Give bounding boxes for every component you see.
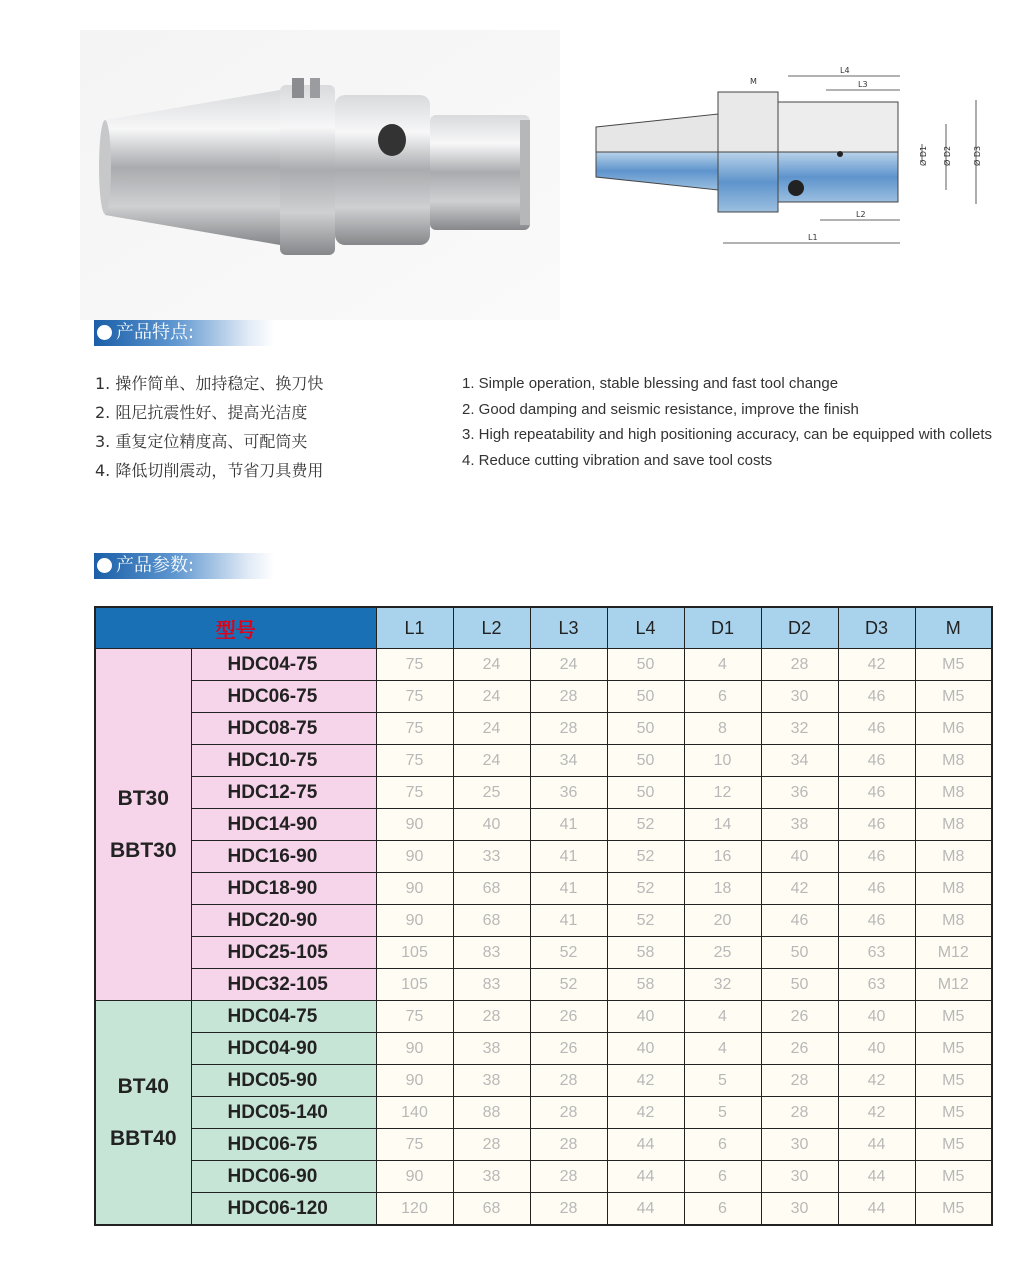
value-cell-l4: 52 [607, 873, 684, 905]
series-name-line2: BBT40 [109, 1126, 177, 1150]
value-cell-l3: 26 [530, 1001, 607, 1033]
dim-m: M [750, 77, 757, 86]
table-row [95, 1161, 992, 1193]
features-heading [94, 320, 274, 346]
model-cell: HDC04-75 [191, 649, 376, 681]
value-cell-d1: 6 [684, 1129, 761, 1161]
feature-cn-1: 1. 操作简单、加持稳定、换刀快 [95, 374, 324, 393]
value-cell-m: M8 [915, 905, 992, 937]
table-row [95, 969, 992, 1001]
value-cell-l1: 75 [376, 649, 453, 681]
dim-l4: L4 [840, 66, 850, 75]
value-cell-l3: 26 [530, 1033, 607, 1065]
table-row [95, 745, 992, 777]
model-cell: HDC05-140 [191, 1097, 376, 1129]
value-cell-l2: 25 [453, 777, 530, 809]
model-cell: HDC16-90 [191, 841, 376, 873]
header-m: M [915, 607, 992, 649]
params-heading-text: 产品参数: [116, 555, 195, 576]
value-cell-l1: 75 [376, 713, 453, 745]
value-cell-m: M5 [915, 1161, 992, 1193]
value-cell-l4: 58 [607, 937, 684, 969]
model-cell: HDC08-75 [191, 713, 376, 745]
value-cell-m: M8 [915, 809, 992, 841]
spec-table [94, 606, 993, 1226]
spec-table-body [95, 649, 992, 1226]
value-cell-m: M5 [915, 1065, 992, 1097]
value-cell-d1: 8 [684, 713, 761, 745]
value-cell-l3: 28 [530, 1193, 607, 1226]
value-cell-d2: 26 [761, 1033, 838, 1065]
value-cell-l1: 75 [376, 1129, 453, 1161]
value-cell-d1: 32 [684, 969, 761, 1001]
value-cell-l3: 28 [530, 1097, 607, 1129]
value-cell-d2: 50 [761, 969, 838, 1001]
series-group-cell [95, 649, 191, 1001]
value-cell-d2: 30 [761, 1161, 838, 1193]
value-cell-d2: 34 [761, 745, 838, 777]
value-cell-m: M5 [915, 1193, 992, 1226]
value-cell-l1: 75 [376, 777, 453, 809]
value-cell-d1: 18 [684, 873, 761, 905]
value-cell-l1: 140 [376, 1097, 453, 1129]
value-cell-l1: 90 [376, 873, 453, 905]
value-cell-d2: 42 [761, 873, 838, 905]
value-cell-d3: 46 [838, 681, 915, 713]
feature-cn-3: 3. 重复定位精度高、可配筒夹 [95, 432, 308, 451]
value-cell-d1: 10 [684, 745, 761, 777]
value-cell-m: M8 [915, 841, 992, 873]
model-cell: HDC06-120 [191, 1193, 376, 1226]
table-row [95, 905, 992, 937]
value-cell-l1: 75 [376, 681, 453, 713]
value-cell-l2: 68 [453, 873, 530, 905]
value-cell-l4: 40 [607, 1033, 684, 1065]
value-cell-l4: 44 [607, 1161, 684, 1193]
value-cell-l4: 52 [607, 905, 684, 937]
value-cell-l3: 36 [530, 777, 607, 809]
table-row [95, 873, 992, 905]
table-row [95, 809, 992, 841]
value-cell-d2: 28 [761, 649, 838, 681]
value-cell-d3: 46 [838, 777, 915, 809]
model-cell: HDC12-75 [191, 777, 376, 809]
model-cell: HDC32-105 [191, 969, 376, 1001]
value-cell-l1: 90 [376, 1033, 453, 1065]
dim-d1: Ø D1 [919, 145, 928, 166]
model-cell: HDC04-90 [191, 1033, 376, 1065]
table-row [95, 1129, 992, 1161]
table-row [95, 1097, 992, 1129]
value-cell-d1: 6 [684, 1161, 761, 1193]
value-cell-l1: 75 [376, 745, 453, 777]
value-cell-d2: 30 [761, 681, 838, 713]
value-cell-d1: 4 [684, 1001, 761, 1033]
value-cell-l4: 50 [607, 745, 684, 777]
value-cell-l3: 41 [530, 873, 607, 905]
table-row [95, 681, 992, 713]
value-cell-d3: 44 [838, 1129, 915, 1161]
value-cell-l2: 24 [453, 681, 530, 713]
value-cell-l1: 75 [376, 1001, 453, 1033]
header-d1: D1 [684, 607, 761, 649]
feature-en-2: 2. Good damping and seismic resistance, improve the finish [462, 401, 859, 418]
model-cell: HDC06-75 [191, 1129, 376, 1161]
value-cell-l1: 90 [376, 905, 453, 937]
value-cell-m: M5 [915, 1033, 992, 1065]
value-cell-l3: 52 [530, 937, 607, 969]
value-cell-d3: 46 [838, 905, 915, 937]
value-cell-d3: 46 [838, 713, 915, 745]
value-cell-l2: 38 [453, 1161, 530, 1193]
value-cell-l2: 68 [453, 905, 530, 937]
value-cell-d1: 12 [684, 777, 761, 809]
feature-cn-4: 4. 降低切削震动，节省刀具费用 [95, 461, 324, 480]
feature-en-4: 4. Reduce cutting vibration and save tool costs [462, 452, 773, 469]
series-name-line1: BT40 [117, 1074, 169, 1098]
value-cell-d2: 46 [761, 905, 838, 937]
value-cell-m: M12 [915, 969, 992, 1001]
value-cell-l1: 90 [376, 1161, 453, 1193]
header-d2: D2 [761, 607, 838, 649]
series-group-cell [95, 1001, 191, 1226]
value-cell-l4: 44 [607, 1129, 684, 1161]
value-cell-d1: 14 [684, 809, 761, 841]
value-cell-m: M8 [915, 777, 992, 809]
dim-d3: Ø D3 [973, 145, 982, 166]
bullet-dot-icon [97, 558, 112, 573]
value-cell-l2: 83 [453, 969, 530, 1001]
value-cell-l4: 50 [607, 777, 684, 809]
value-cell-l2: 38 [453, 1033, 530, 1065]
model-cell: HDC18-90 [191, 873, 376, 905]
value-cell-l3: 41 [530, 905, 607, 937]
value-cell-d1: 6 [684, 681, 761, 713]
value-cell-m: M12 [915, 937, 992, 969]
value-cell-l4: 42 [607, 1065, 684, 1097]
value-cell-l4: 52 [607, 841, 684, 873]
table-row [95, 1033, 992, 1065]
value-cell-d2: 28 [761, 1097, 838, 1129]
feature-en-3: 3. High repeatability and high positioning accuracy, can be equipped with collets [462, 426, 993, 443]
dim-l1: L1 [808, 233, 818, 242]
value-cell-l2: 40 [453, 809, 530, 841]
table-row [95, 777, 992, 809]
value-cell-d3: 63 [838, 969, 915, 1001]
value-cell-l3: 28 [530, 1161, 607, 1193]
value-cell-l2: 28 [453, 1001, 530, 1033]
value-cell-m: M5 [915, 681, 992, 713]
value-cell-d2: 38 [761, 809, 838, 841]
value-cell-d2: 26 [761, 1001, 838, 1033]
value-cell-l4: 50 [607, 649, 684, 681]
header-l4: L4 [607, 607, 684, 649]
value-cell-d3: 46 [838, 809, 915, 841]
value-cell-l2: 24 [453, 649, 530, 681]
value-cell-l4: 42 [607, 1097, 684, 1129]
table-row [95, 713, 992, 745]
value-cell-l4: 52 [607, 809, 684, 841]
header-l2: L2 [453, 607, 530, 649]
series-name-line2: BBT30 [109, 838, 177, 862]
header-model: 型号 [95, 607, 376, 649]
value-cell-d1: 4 [684, 1033, 761, 1065]
dim-d2: Ø D2 [943, 145, 952, 166]
value-cell-d2: 32 [761, 713, 838, 745]
value-cell-d3: 44 [838, 1161, 915, 1193]
header-l3: L3 [530, 607, 607, 649]
table-row [95, 1065, 992, 1097]
value-cell-d2: 40 [761, 841, 838, 873]
table-header-row [95, 607, 992, 649]
value-cell-l2: 88 [453, 1097, 530, 1129]
value-cell-d3: 42 [838, 1097, 915, 1129]
header-d3: D3 [838, 607, 915, 649]
value-cell-l4: 40 [607, 1001, 684, 1033]
value-cell-l3: 41 [530, 841, 607, 873]
value-cell-d2: 50 [761, 937, 838, 969]
value-cell-d1: 20 [684, 905, 761, 937]
value-cell-l3: 28 [530, 1065, 607, 1097]
value-cell-d2: 30 [761, 1193, 838, 1226]
value-cell-d3: 63 [838, 937, 915, 969]
model-cell: HDC06-75 [191, 681, 376, 713]
value-cell-l2: 83 [453, 937, 530, 969]
value-cell-l3: 28 [530, 681, 607, 713]
model-cell: HDC14-90 [191, 809, 376, 841]
model-cell: HDC06-90 [191, 1161, 376, 1193]
features-heading-text: 产品特点: [116, 322, 195, 343]
value-cell-l3: 24 [530, 649, 607, 681]
value-cell-d2: 30 [761, 1129, 838, 1161]
value-cell-l1: 90 [376, 1065, 453, 1097]
value-cell-l2: 24 [453, 745, 530, 777]
value-cell-m: M5 [915, 649, 992, 681]
value-cell-l2: 28 [453, 1129, 530, 1161]
header-l1: L1 [376, 607, 453, 649]
table-row [95, 937, 992, 969]
table-row [95, 649, 992, 681]
model-cell: HDC25-105 [191, 937, 376, 969]
model-cell: HDC04-75 [191, 1001, 376, 1033]
value-cell-d3: 46 [838, 841, 915, 873]
table-row [95, 1001, 992, 1033]
value-cell-d2: 36 [761, 777, 838, 809]
dim-l2: L2 [856, 210, 866, 219]
model-cell: HDC10-75 [191, 745, 376, 777]
value-cell-d3: 42 [838, 649, 915, 681]
value-cell-d3: 46 [838, 873, 915, 905]
value-cell-d1: 16 [684, 841, 761, 873]
value-cell-l4: 50 [607, 713, 684, 745]
value-cell-d1: 4 [684, 649, 761, 681]
value-cell-l3: 28 [530, 713, 607, 745]
model-cell: HDC20-90 [191, 905, 376, 937]
value-cell-l3: 28 [530, 1129, 607, 1161]
value-cell-l2: 24 [453, 713, 530, 745]
value-cell-l1: 90 [376, 841, 453, 873]
value-cell-l4: 44 [607, 1193, 684, 1226]
value-cell-l1: 105 [376, 969, 453, 1001]
table-row [95, 841, 992, 873]
feature-en-1: 1. Simple operation, stable blessing and fast tool change [462, 375, 839, 392]
dim-l3: L3 [858, 80, 868, 89]
value-cell-l3: 52 [530, 969, 607, 1001]
value-cell-l4: 50 [607, 681, 684, 713]
value-cell-d3: 40 [838, 1001, 915, 1033]
bullet-dot-icon [97, 325, 112, 340]
value-cell-l1: 105 [376, 937, 453, 969]
product-photo [80, 30, 560, 320]
value-cell-d1: 6 [684, 1193, 761, 1226]
value-cell-d1: 5 [684, 1065, 761, 1097]
series-name-line1: BT30 [117, 786, 169, 810]
model-cell: HDC05-90 [191, 1065, 376, 1097]
value-cell-l4: 58 [607, 969, 684, 1001]
value-cell-l1: 120 [376, 1193, 453, 1226]
value-cell-m: M8 [915, 745, 992, 777]
value-cell-d1: 25 [684, 937, 761, 969]
value-cell-l1: 90 [376, 809, 453, 841]
table-row [95, 1193, 992, 1226]
value-cell-l3: 41 [530, 809, 607, 841]
value-cell-d1: 5 [684, 1097, 761, 1129]
value-cell-m: M6 [915, 713, 992, 745]
value-cell-l2: 33 [453, 841, 530, 873]
feature-cn-2: 2. 阻尼抗震性好、提高光洁度 [95, 403, 308, 422]
value-cell-d3: 44 [838, 1193, 915, 1226]
value-cell-d2: 28 [761, 1065, 838, 1097]
value-cell-l3: 34 [530, 745, 607, 777]
value-cell-d3: 42 [838, 1065, 915, 1097]
params-heading [94, 553, 274, 579]
value-cell-d3: 40 [838, 1033, 915, 1065]
value-cell-l2: 38 [453, 1065, 530, 1097]
value-cell-m: M5 [915, 1097, 992, 1129]
value-cell-d3: 46 [838, 745, 915, 777]
technical-drawing [588, 62, 998, 257]
value-cell-m: M8 [915, 873, 992, 905]
value-cell-l2: 68 [453, 1193, 530, 1226]
value-cell-m: M5 [915, 1001, 992, 1033]
value-cell-m: M5 [915, 1129, 992, 1161]
